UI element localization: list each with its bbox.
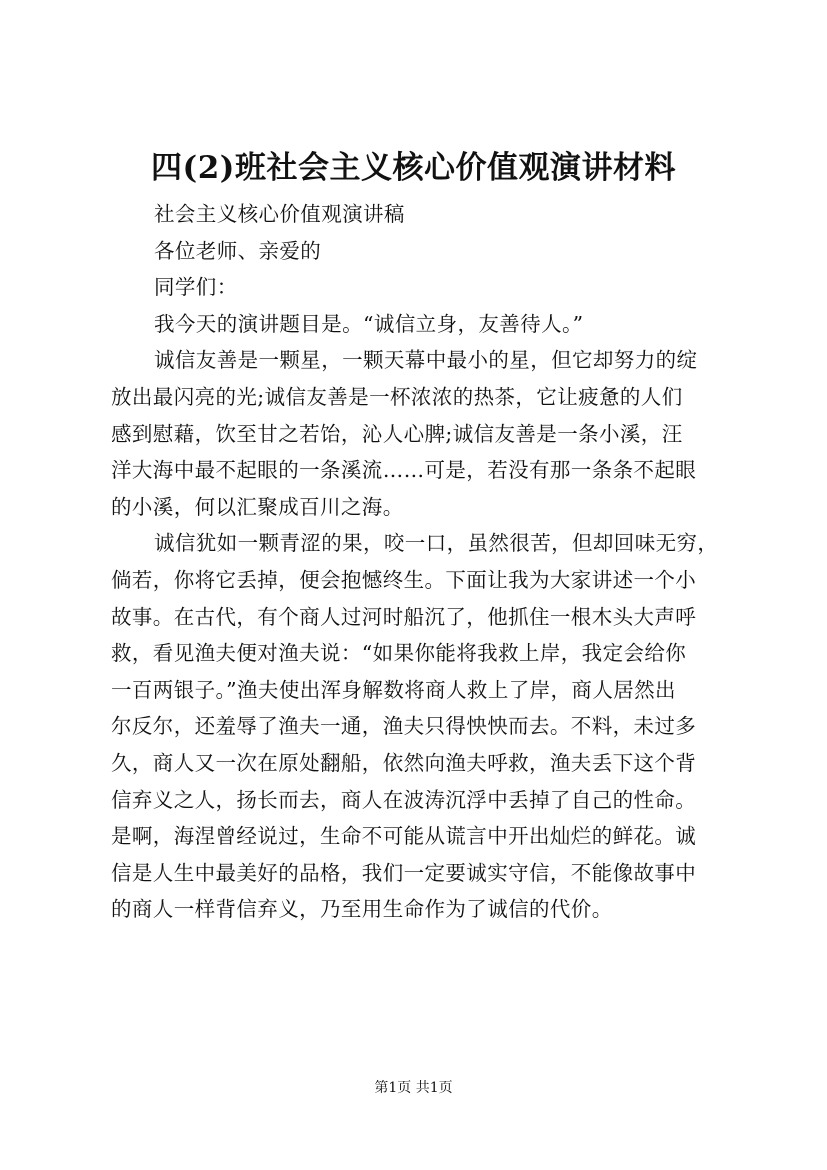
body-line-8: 洋大海中最不起眼的一条溪流……可是，若没有那一条条不起眼 <box>111 458 697 483</box>
body-line-18: 是啊，海涅曾经说过，生命不可能从谎言中开出灿烂的鲜花。诚 <box>111 824 697 849</box>
body-line-20: 的商人一样背信弃义，乃至用生命作为了诚信的代价。 <box>111 897 613 922</box>
body-line-10: 诚信犹如一颗青涩的果，咬一口，虽然很苦，但却回味无穷， <box>154 531 719 556</box>
body-line-2: 各位老师、亲爱的 <box>154 238 322 263</box>
body-line-7: 感到慰藉，饮至甘之若饴，沁人心脾;诚信友善是一条小溪，汪 <box>111 421 683 446</box>
body-line-5: 诚信友善是一颗星，一颗天幕中最小的星，但它却努力的绽 <box>154 348 698 373</box>
body-line-14: 一百两银子。”渔夫使出浑身解数将商人救上了岸，商人居然出 <box>111 677 676 702</box>
body-line-11: 倘若，你将它丢掉，便会抱憾终生。下面让我为大家讲述一个小 <box>111 567 697 592</box>
page-footer: 第1页 共1页 <box>374 1080 453 1096</box>
body-line-4: 我今天的演讲题目是。“诚信立身，友善待人。” <box>154 311 584 336</box>
body-line-3: 同学们： <box>154 275 238 300</box>
body-line-17: 信弃义之人，扬长而去，商人在波涛沉浮中丢掉了自己的性命。 <box>111 787 697 812</box>
document-body <box>111 196 723 928</box>
body-line-15: 尔反尔，还羞辱了渔夫一通，渔夫只得怏怏而去。不料，未过多 <box>111 714 697 739</box>
body-line-6: 放出最闪亮的光;诚信友善是一杯浓浓的热茶，它让疲惫的人们 <box>111 384 683 409</box>
body-line-12: 故事。在古代，有个商人过河时船沉了，他抓住一根木头大声呼 <box>111 604 697 629</box>
document-title: 四(2)班社会主义核心价值观演讲材料 <box>151 150 676 186</box>
body-line-13: 救，看见渔夫便对渔夫说：“如果你能将我救上岸，我定会给你 <box>111 641 687 666</box>
body-line-16: 久，商人又一次在原处翻船，依然向渔夫呼救，渔夫丢下这个背 <box>111 750 697 775</box>
body-line-1: 社会主义核心价值观演讲稿 <box>154 202 405 226</box>
body-line-19: 信是人生中最美好的品格，我们一定要诚实守信，不能像故事中 <box>111 860 697 885</box>
body-line-9: 的小溪，何以汇聚成百川之海。 <box>111 494 404 519</box>
